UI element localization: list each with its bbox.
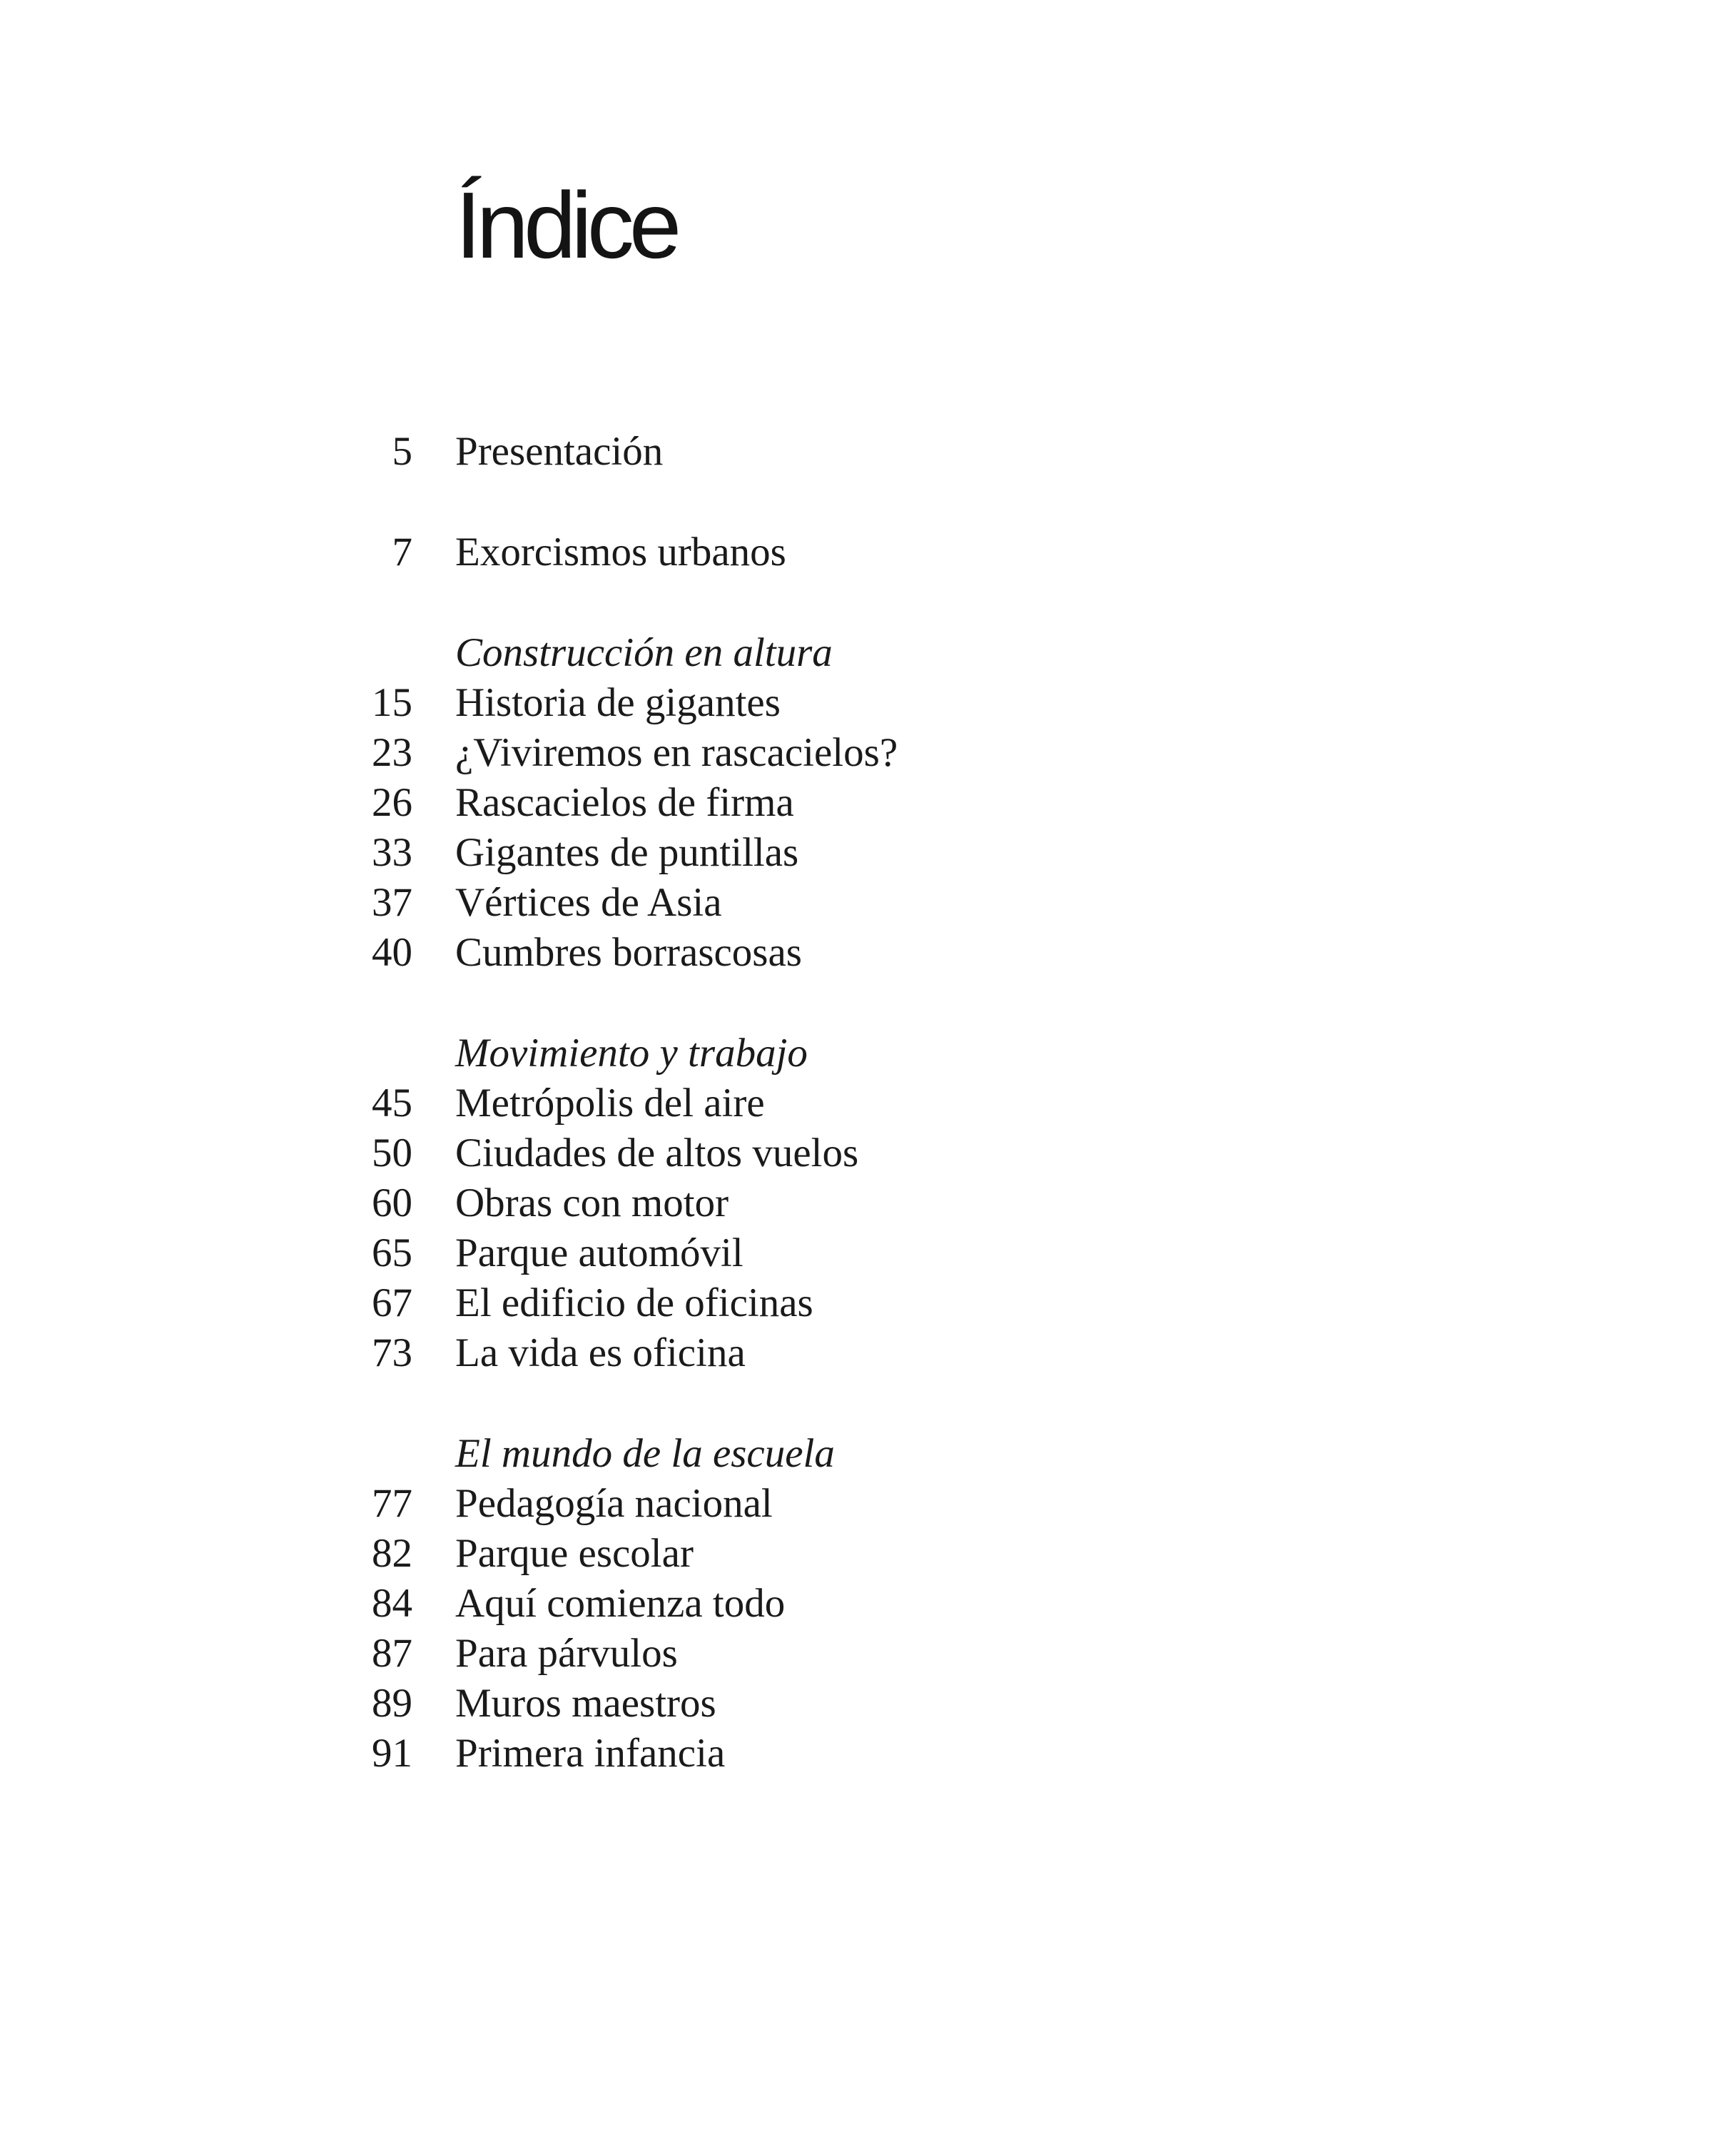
toc-page-number: 5 xyxy=(392,429,412,474)
toc-page-number: 50 xyxy=(372,1131,412,1175)
toc-section-heading xyxy=(0,628,1736,678)
toc-section-title: El mundo de la escuela xyxy=(455,1431,835,1476)
toc-page-number: 33 xyxy=(372,830,412,875)
toc-entry[interactable] xyxy=(0,1128,1736,1178)
toc-entry-title: Primera infancia xyxy=(455,1731,726,1776)
toc-entry[interactable] xyxy=(0,1629,1736,1679)
toc-page-number: 77 xyxy=(372,1481,412,1526)
toc-page-number: 60 xyxy=(372,1180,412,1225)
toc-entry-title: Gigantes de puntillas xyxy=(455,830,799,875)
toc-page-number: 67 xyxy=(372,1280,412,1325)
toc-entry[interactable] xyxy=(0,427,1736,477)
toc-page-number: 84 xyxy=(372,1581,412,1626)
toc-page-number: 37 xyxy=(372,880,412,925)
toc-entry[interactable] xyxy=(0,828,1736,878)
page-title: Índice xyxy=(455,173,677,278)
toc-entry[interactable] xyxy=(0,1228,1736,1278)
toc-entry-title: Cumbres borrascosas xyxy=(455,930,802,975)
toc-entry[interactable] xyxy=(0,1529,1736,1579)
toc-entry-title: El edificio de oficinas xyxy=(455,1280,813,1325)
toc-entry-title: ¿Viviremos en rascacielos? xyxy=(455,730,898,775)
toc-page-number: 15 xyxy=(372,680,412,725)
toc-entry[interactable] xyxy=(0,1328,1736,1378)
toc-entry-title: Para párvulos xyxy=(455,1631,678,1676)
toc-entry[interactable] xyxy=(0,778,1736,828)
toc-page-number: 45 xyxy=(372,1081,412,1126)
toc-page-number: 7 xyxy=(392,530,412,575)
toc-entry[interactable] xyxy=(0,1479,1736,1529)
toc-entry-title: Aquí comienza todo xyxy=(455,1581,786,1626)
toc-entry[interactable] xyxy=(0,1178,1736,1228)
toc-entry-title: Ciudades de altos vuelos xyxy=(455,1131,859,1175)
toc-entry-title: La vida es oficina xyxy=(455,1330,746,1375)
toc-page-number: 89 xyxy=(372,1681,412,1726)
table-of-contents xyxy=(0,427,1736,1779)
toc-page-number: 73 xyxy=(372,1330,412,1375)
toc-entry-title: Obras con motor xyxy=(455,1180,729,1225)
toc-page-number: 40 xyxy=(372,930,412,975)
toc-section-title: Construcción en altura xyxy=(455,630,833,675)
toc-entry[interactable] xyxy=(0,527,1736,577)
toc-entry[interactable] xyxy=(0,1729,1736,1779)
toc-entry[interactable] xyxy=(0,928,1736,978)
toc-section-title: Movimiento y trabajo xyxy=(455,1031,808,1076)
toc-entry[interactable] xyxy=(0,1579,1736,1629)
toc-entry-title: Historia de gigantes xyxy=(455,680,781,725)
toc-entry[interactable] xyxy=(0,1278,1736,1328)
toc-page-number: 23 xyxy=(372,730,412,775)
toc-page-number: 82 xyxy=(372,1531,412,1576)
toc-entry-title: Exorcismos urbanos xyxy=(455,530,786,575)
toc-entry-title: Vértices de Asia xyxy=(455,880,722,925)
toc-entry-title: Metrópolis del aire xyxy=(455,1081,765,1126)
toc-entry[interactable] xyxy=(0,678,1736,728)
toc-entry-title: Muros maestros xyxy=(455,1681,716,1726)
toc-entry-title: Rascacielos de firma xyxy=(455,780,794,825)
toc-entry-title: Parque automóvil xyxy=(455,1230,743,1275)
toc-page-number: 91 xyxy=(372,1731,412,1776)
toc-page-number: 87 xyxy=(372,1631,412,1676)
toc-entry[interactable] xyxy=(0,728,1736,778)
toc-section-heading xyxy=(0,1028,1736,1078)
toc-entry[interactable] xyxy=(0,1078,1736,1128)
toc-entry-title: Parque escolar xyxy=(455,1531,694,1576)
toc-page-number: 26 xyxy=(372,780,412,825)
toc-section-heading xyxy=(0,1429,1736,1479)
toc-entry-title: Pedagogía nacional xyxy=(455,1481,773,1526)
toc-page-number: 65 xyxy=(372,1230,412,1275)
toc-entry-title: Presentación xyxy=(455,429,664,474)
toc-entry[interactable] xyxy=(0,878,1736,928)
toc-entry[interactable] xyxy=(0,1679,1736,1729)
